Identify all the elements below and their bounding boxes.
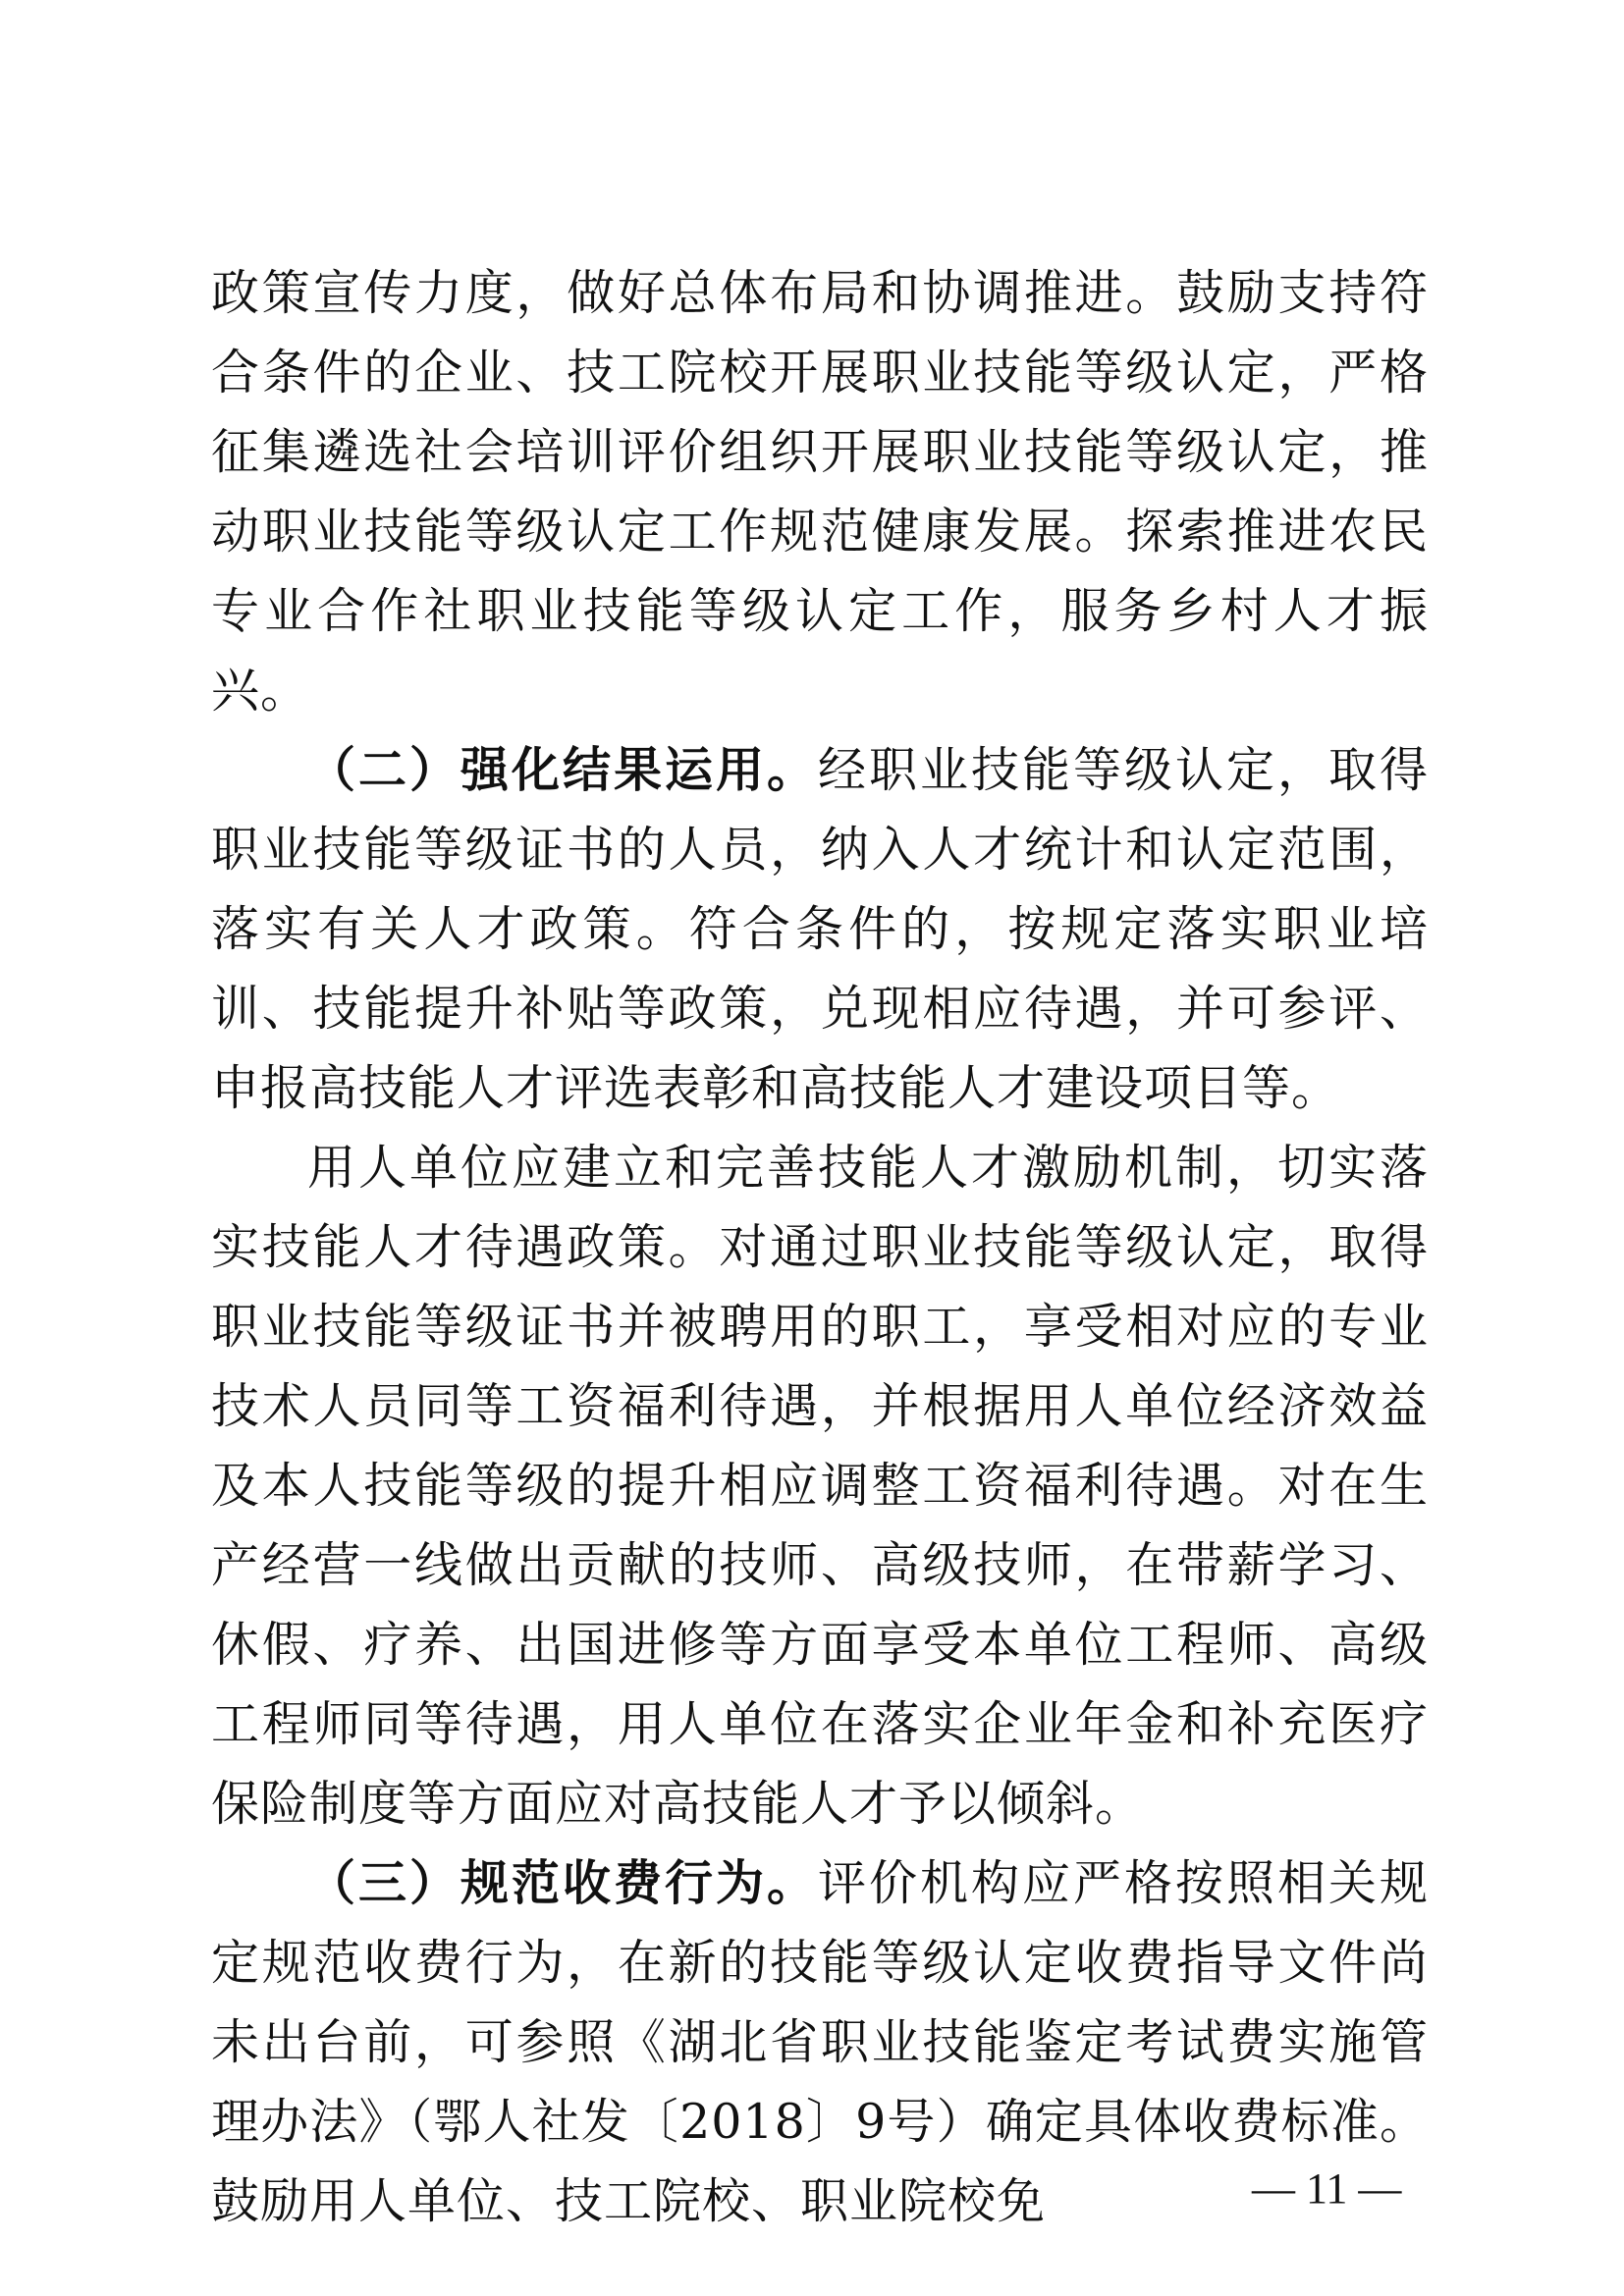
section-heading: （二）强化结果运用。 <box>307 742 818 798</box>
paragraph-text: 用人单位应建立和完善技能人才激励机制，切实落实技能人才待遇政策。对通过职业技能等级认定，取得职业技能等级证书并被聘用的职工，享受相对应的专业技术人员同等工资福利待遇，并根据用人单位经济效益及本人技能等级的提升相应调整工资福利待遇。对在生产经营一线做出贡献的技师、高级技师，在带薪学习、休假、疗养、出国进修等方面享受本单位工程师、高级工程师同等待遇，用人单位在落实企业年金和补充医疗保险制度等方面应对高技能人才予以倾斜。 <box>211 1140 1429 1832</box>
document-body <box>211 253 1429 2241</box>
section-heading: （三）规范收费行为。 <box>307 1855 818 1911</box>
paragraph-employer-incentives <box>211 1128 1429 1843</box>
paragraph-text: 政策宣传力度，做好总体布局和协调推进。鼓励支持符合条件的企业、技工院校开展职业技能等级认定，严格征集遴选社会培训评价组织开展职业技能等级认定，推动职业技能等级认定工作规范健康发展。探索推进农民专业合作社职业技能等级认定工作，服务乡村人才振兴。 <box>211 265 1429 719</box>
paragraph-text: 经职业技能等级认定，取得职业技能等级证书的人员，纳入人才统计和认定范围，落实有关人才政策。符合条件的，按规定落实职业培训、技能提升补贴等政策，兑现相应待遇，并可参评、申报高技能人才评选表彰和高技能人才建设项目等。 <box>211 742 1429 1116</box>
paragraph-section-2 <box>211 730 1429 1128</box>
paragraph-text: 评价机构应严格按照相关规定规范收费行为，在新的技能等级认定收费指导文件尚未出台前，可参照《湖北省职业技能鉴定考试费实施管理办法》（鄂人社发〔2018〕9号）确定具体收费标准。鼓励用人单位、技工院校、职业院校免 <box>211 1855 1429 2229</box>
page-number: — 11 — <box>1252 2164 1402 2213</box>
paragraph-continuation <box>211 253 1429 730</box>
paragraph-section-3 <box>211 1843 1429 2241</box>
